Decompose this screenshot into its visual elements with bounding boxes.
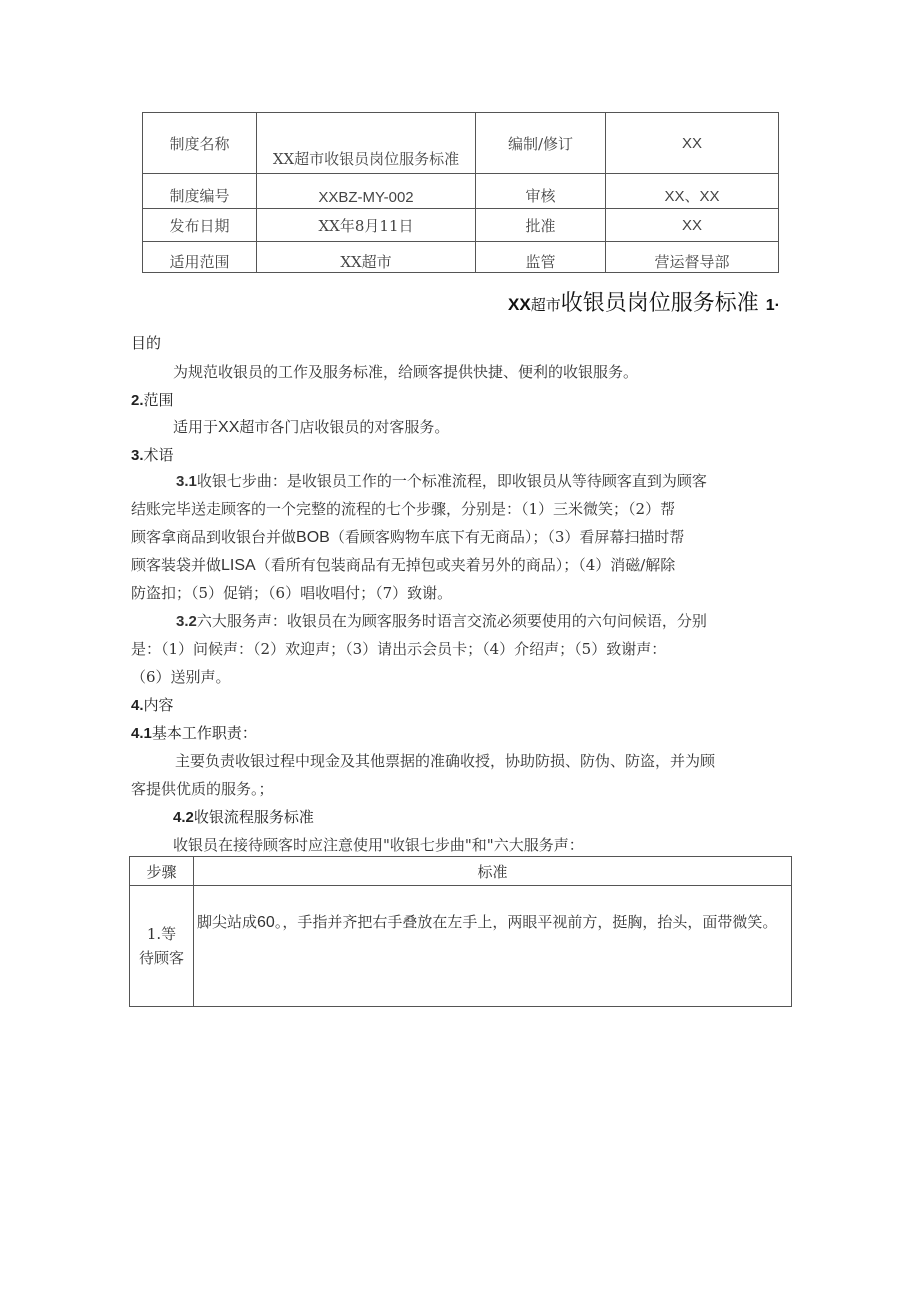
term-3-2-line-2: 是：（1）问候声：（2）欢迎声；（3）请出示会员卡；（4）介绍声；（5）致谢声：	[131, 640, 667, 658]
term-3-1-line-3	[131, 526, 684, 547]
value-publish-date: XX年8月11日	[257, 209, 476, 242]
section-2-text-b: XX	[218, 419, 240, 436]
title-suffix: 1·	[765, 297, 780, 314]
section-4-2-heading	[173, 806, 314, 827]
section-2-text-a: 适用于	[173, 418, 219, 436]
title-main: 收银员岗位服务标准	[560, 291, 759, 316]
term-3-1-line-1	[176, 470, 707, 491]
label-scope: 适用范围	[143, 242, 257, 273]
term-3-1-line-4-c: （看所有包装商品有无掉包或夹着另外的商品）；（4）消磁/解除	[255, 556, 676, 574]
section-4-heading	[131, 694, 174, 715]
value-regulation-number: XXBZ-MY-002	[257, 174, 476, 209]
title-prefix-2: 超市	[530, 296, 561, 314]
term-3-1-line-3-a: 顾客拿商品到收银台并做	[131, 528, 297, 546]
label-regulation-number: 制度编号	[143, 174, 257, 209]
table-row	[130, 886, 792, 1007]
section-4-2-label: 收银流程服务标准	[193, 808, 314, 826]
label-editor: 编制/修订	[476, 113, 606, 174]
term-3-1-line-4	[131, 554, 675, 575]
term-3-2-line-3: （6）送别声。	[131, 668, 231, 686]
term-3-1-number: 3.1	[176, 473, 197, 490]
term-3-1-line-2: 结账完毕送走顾客的一个完整的流程的七个步骤，分别是：（1）三米微笑；（2）帮	[131, 500, 676, 518]
meta-row-date	[143, 209, 779, 242]
term-3-1-line-4-a: 顾客装袋并做	[131, 556, 222, 574]
value-editor: XX	[606, 113, 779, 174]
section-2-number: 2.	[131, 392, 144, 409]
section-3-number: 3.	[131, 447, 144, 464]
section-1-heading: 目的	[131, 334, 162, 352]
step-name	[130, 886, 194, 1007]
term-3-1-line-3-b: BOB	[296, 529, 330, 546]
term-3-1-line-4-b: LISA	[221, 557, 256, 574]
label-publish-date: 发布日期	[143, 209, 257, 242]
term-3-1-text-1: 收银七步曲：是收银员工作的一个标准流程，即收银员从等待顾客直到为顾客	[196, 472, 707, 490]
document-title	[0, 286, 780, 317]
section-4-1-heading	[131, 722, 257, 743]
step-standard-c: 。，手指并齐把右手叠放在左手上，两眼平视前方，挺胸，抬头，面带微笑。	[274, 913, 778, 931]
label-supervisor: 监管	[476, 242, 606, 273]
label-reviewer: 审核	[476, 174, 606, 209]
cashier-steps-table	[129, 856, 792, 1007]
value-supervisor: 营运督导部	[606, 242, 779, 273]
step-standard-a: 脚尖站成	[197, 913, 258, 931]
section-2-text-c: 超市各门店收银员的对客服务。	[239, 418, 450, 436]
term-3-2-number: 3.2	[176, 613, 197, 630]
term-3-1-line-3-c: （看顾客购物车底下有无商品）；（3）看屏幕扫描时帮	[329, 528, 685, 546]
section-3-label: 术语	[143, 446, 174, 464]
section-2-heading	[131, 389, 174, 410]
section-4-1-line-2: 客提供优质的服务。；	[131, 780, 274, 798]
value-approver: XX	[606, 209, 779, 242]
section-2-text	[173, 416, 449, 437]
section-1-text: 为规范收银员的工作及服务标准，给顾客提供快捷、便利的收银服务。	[173, 363, 639, 381]
header-standard: 标准	[194, 857, 792, 886]
term-3-1-line-5: 防盗扣；（5）促销；（6）唱收唱付；（7）致谢。	[131, 584, 453, 602]
term-3-2-line-1	[176, 610, 707, 631]
value-regulation-name: XX超市收银员岗位服务标准	[257, 113, 476, 174]
meta-row-scope	[143, 242, 779, 273]
section-2-label: 范围	[143, 391, 174, 409]
step-standard	[194, 886, 792, 1007]
step-name-line-2: 待顾客	[138, 949, 184, 967]
step-standard-b: 60	[257, 914, 275, 931]
steps-table-header	[130, 857, 792, 886]
meta-row-name	[143, 113, 779, 174]
section-4-label: 内容	[143, 696, 174, 714]
section-4-2-intro: 收银员在接待顾客时应注意使用"收银七步曲"和"六大服务声：	[173, 836, 584, 854]
regulation-info-table	[142, 112, 779, 273]
step-name-line-1: 1.等	[146, 925, 177, 943]
header-step: 步骤	[130, 857, 194, 886]
meta-row-number	[143, 174, 779, 209]
value-scope: XX超市	[257, 242, 476, 273]
section-4-1-number: 4.1	[131, 725, 152, 742]
label-regulation-name: 制度名称	[143, 113, 257, 174]
label-approver: 批准	[476, 209, 606, 242]
section-4-1-line-1: 主要负责收银过程中现金及其他票据的准确收授，协助防损、防伪、防盗，并为顾	[175, 752, 716, 770]
title-prefix: XX	[508, 295, 531, 314]
section-3-heading	[131, 444, 174, 465]
section-4-2-number: 4.2	[173, 809, 194, 826]
section-4-1-label: 基本工作职责：	[151, 724, 257, 742]
term-3-2-text-1: 六大服务声：收银员在为顾客服务时语言交流必须要使用的六句问候语，分别	[196, 612, 707, 630]
value-reviewer: XX、XX	[606, 174, 779, 209]
section-4-number: 4.	[131, 697, 144, 714]
